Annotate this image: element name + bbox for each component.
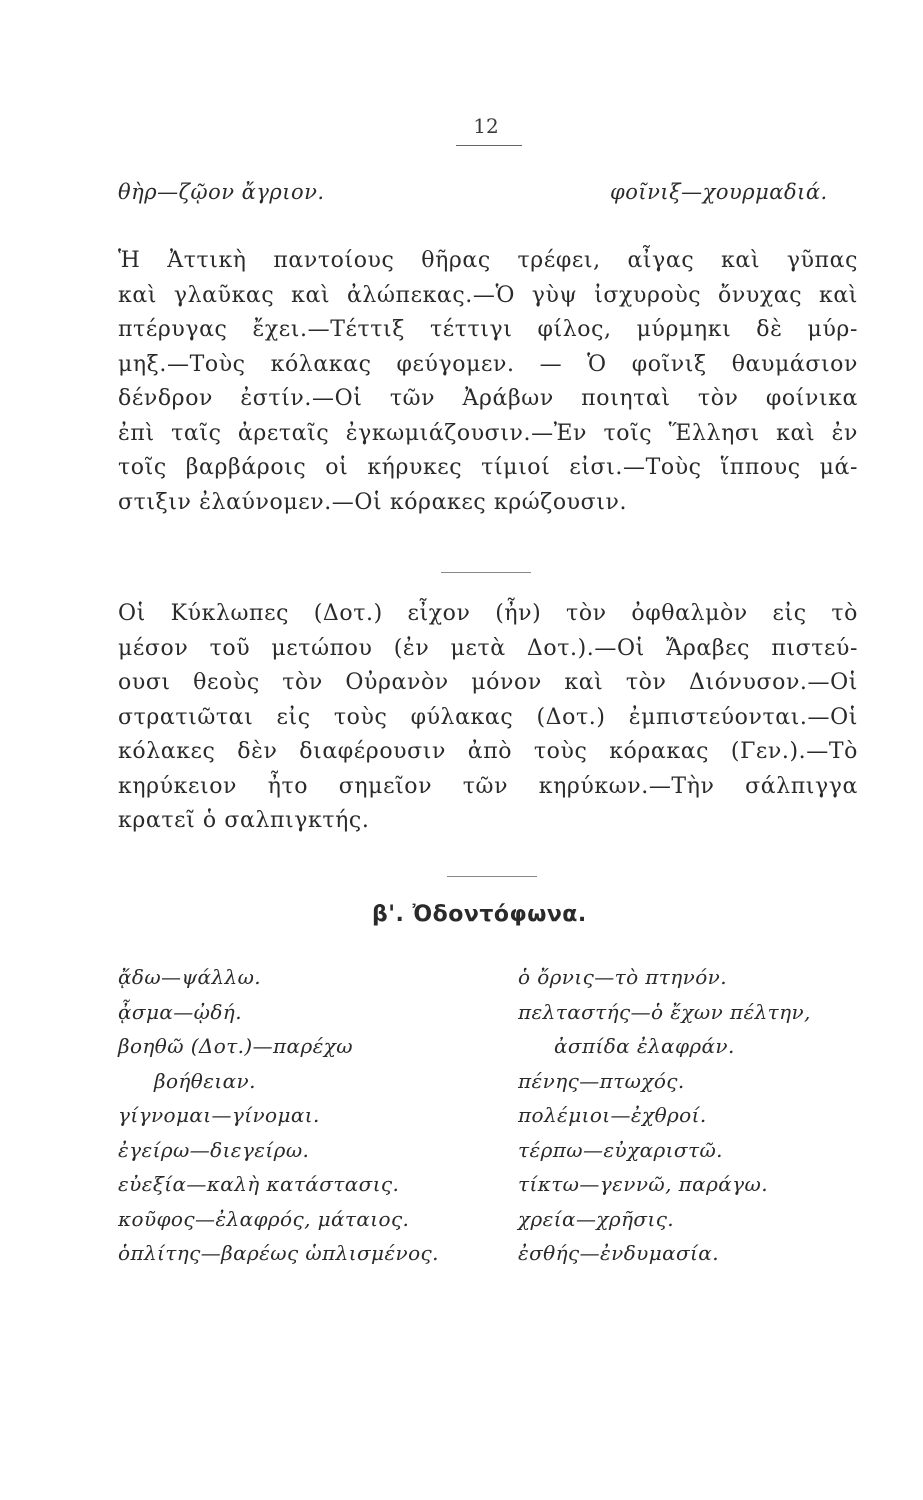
vocabulary-entry-continuation: βοήθειαν. [154,1068,256,1093]
text-line: τοῖς βαρβάροις οἱ κήρυκες τίμιοί εἰσι.—Τοὺς ἵππους μά- [118,455,858,480]
vocabulary-entry: βοηθῶ (Δοτ.)—παρέχω [118,1034,353,1058]
vocabulary-entry: χρεία—χρῆσις. [518,1206,675,1231]
reading-paragraph-2 [118,597,858,839]
vocabulary-entry: γίγνομαι—γίνομαι. [118,1103,320,1127]
vocabulary-entry: πελταστής—ὁ ἔχων πέλτην, [518,999,811,1024]
text-line: Οἱ Κύκλωπες (Δοτ.) εἶχον (ἦν) τὸν ὀφθαλμὸν εἰς τὸ [118,601,858,626]
text-line: ουσι θεοὺς τὸν Οὐρανὸν μόνον καὶ τὸν Διόνυσον.—Οἱ [118,670,858,695]
vocabulary-entry: ᾄδω—ψάλλω. [118,965,262,989]
text-line: καὶ γλαῦκας καὶ ἀλώπεκας.—Ὁ γὺψ ἰσχυροὺς ὄνυχας καὶ [118,282,858,308]
vocabulary-entry: τέρπω—εὐχαριστῶ. [518,1137,723,1162]
text-line: κρατεῖ ὁ σαλπιγκτής. [118,808,370,833]
text-line: κόλακες δὲν διαφέρουσιν ἀπὸ τοὺς κόρακας (Γεν.).—Τὸ [118,739,858,764]
vocabulary-entry: πένης—πτωχός. [518,1068,685,1093]
vocabulary-entry-continuation: ἀσπίδα ἐλαφράν. [554,1034,735,1058]
section-divider [441,572,531,573]
text-line: πτέρυγας ἔχει.—Τέττιξ τέττιγι φίλος, μύρμηκι δὲ μύρ- [118,317,858,342]
text-line: Ἡ Ἀττικὴ παντοίους θῆρας τρέφει, αἶγας καὶ γῦπας [118,248,858,273]
section-title: β'. Ὀδοντόφωνα. [372,902,587,927]
text-line: στρατιῶται εἰς τοὺς φύλακας (Δοτ.) ἐμπιστεύονται.—Οἱ [118,704,858,730]
vocabulary-entry: εὐεξία—καλὴ κατάστασις. [118,1172,400,1196]
page-number-underline [456,145,522,146]
vocabulary-entry: ὁπλίτης—βαρέως ὡπλισμένος. [118,1241,439,1265]
vocabulary-entry: ὁ ὄρνις—τὸ πτηνόν. [518,965,727,989]
text-line: μηξ.—Τοὺς κόλακας φεύγομεν. — Ὁ φοῖνιξ θαυμάσιον [118,351,858,377]
page-number: 12 [473,114,499,138]
vocabulary-entry: ᾆσμα—ᾠδή. [118,999,242,1024]
text-line: κηρύκειον ἦτο σημεῖον τῶν κηρύκων.—Τὴν σάλπιγγα [118,773,858,799]
vocabulary-column-right [518,960,863,1271]
text-line: μέσον τοῦ μετώπου (ἐν μετὰ Δοτ.).—Οἱ Ἄραβες πιστεύ- [118,635,858,661]
text-line: ἐπὶ ταῖς ἀρεταῖς ἐγκωμιάζουσιν.—Ἐν τοῖς Ἕλλησι καὶ ἐν [118,420,858,446]
section-divider [447,876,537,877]
text-line: στιξιν ἐλαύνομεν.—Οἱ κόρακες κρώζουσιν. [118,489,628,515]
vocabulary-entry: ἐγείρω—διεγείρω. [118,1137,310,1162]
reading-paragraph-1 [118,244,858,520]
vocabulary-entry: πολέμιοι—ἐχθροί. [518,1103,707,1127]
vocabulary-entry: κοῦφος—ἐλαφρός, μάταιος. [118,1206,410,1231]
header-definition-right: φοῖνιξ—χουρμαδιά. [610,180,828,204]
vocabulary-entry: ἐσθής—ἐνδυμασία. [518,1241,719,1265]
vocabulary-entry: τίκτω—γεννῶ, παράγω. [518,1172,768,1196]
vocabulary-column-left [118,960,498,1271]
header-definition-left: θὴρ—ζῷον ἄγριον. [118,180,325,204]
text-line: δένδρον ἐστίν.—Οἱ τῶν Ἀράβων ποιηταὶ τὸν φοίνικα [118,386,858,411]
